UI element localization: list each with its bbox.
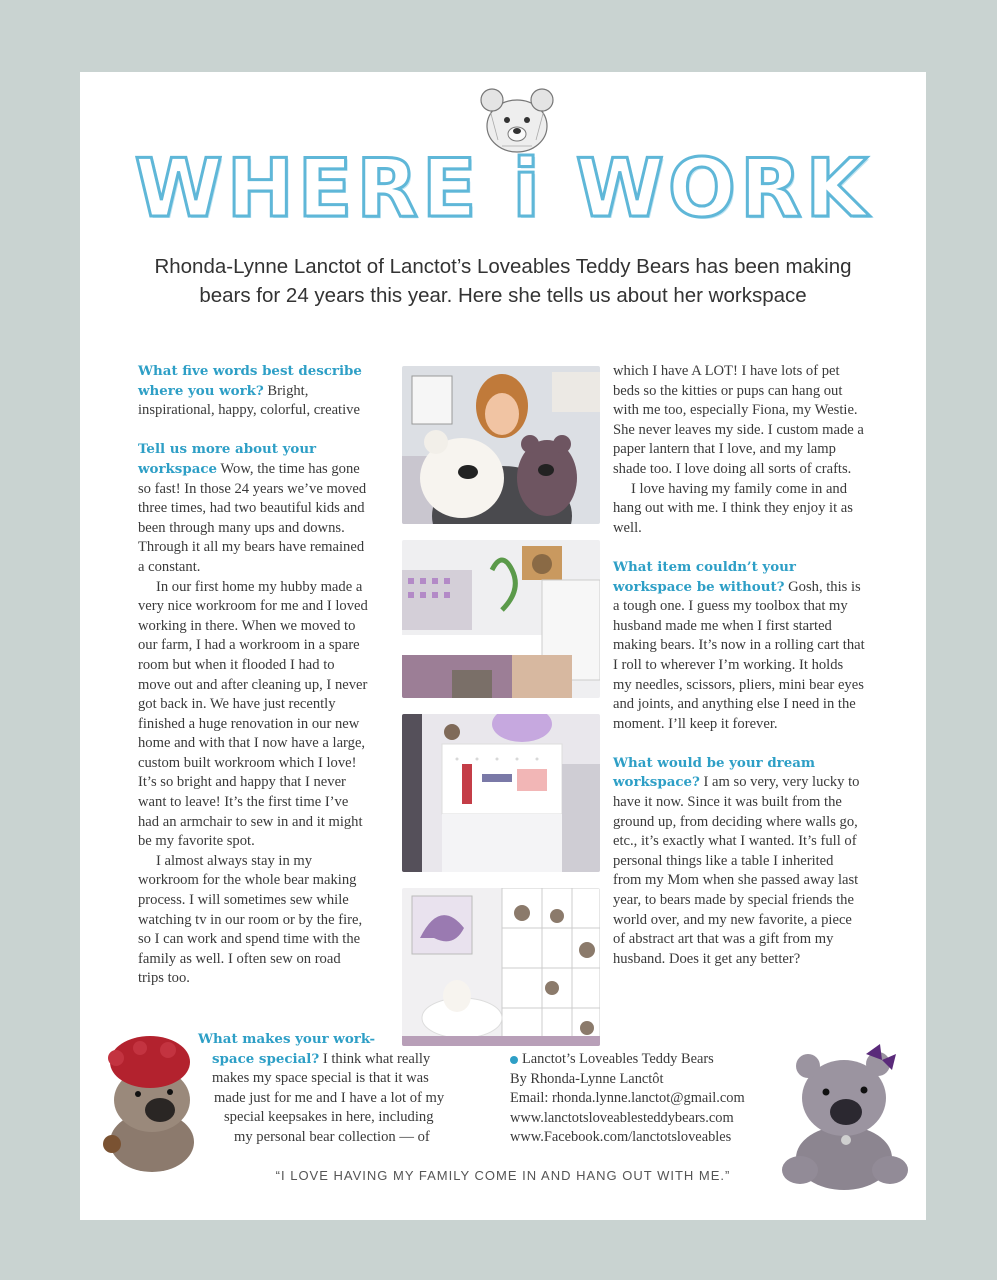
page-title: WHERE i WORK [134,142,872,235]
bear-red-hat-photo [92,1022,204,1172]
paragraph: which I have A LOT! I have lots of pet beds so the kitties or pups can hang out with me too, especially Fiona, my Westie. She never leaves my side. I custom made a paper lantern that I love, and my lamp shade too. I love doing all sorts of crafts. [613,363,864,477]
paragraph [138,362,370,421]
author-line: By Rhonda-Lynne Lanctôt [510,1070,664,1087]
paragraph-line: makes my space special is that it was [212,1070,429,1087]
paragraph [138,440,370,577]
answer-text: I am so very, very lucky to have it now. Since it was built from the ground up, from deciding where walls go, etc., it’s exactly what I wanted. It’s full of personal things like a table I inherited from my Mom when she passed away last year, to bears made by special friends the world over, and my new favorite, a piece of abstract art that was a gift from my husband. Does it get any better? [613,774,860,967]
paragraph: In our first home my hubby made a very nice workroom for me and I loved working in there. When we moved to our farm, I had a workroom in a spare room but when it flooded I had to move out and after cleaning up, I never got back in. We have just recently finished a huge renovation in our new home and with that I now have a large, custom built workroom which I love! It’s so bright and happy that I never want to leave! It’s the first time I’ve had an armchair to sew in and it might be my favorite spot. [138,578,368,850]
answer-text: Gosh, this is a tough one. I guess my toolbox that my husband made me when I first started making bears. It’s now in a rolling cart that I roll to wherever I’m working. It holds my needles, scissors, pliers, mini bear eyes and joints, and anything else I need in the moment. I’ll keep it forever. [613,578,865,732]
photo-pegboard-area [402,714,600,872]
photo-rhonda-with-bears [402,366,600,524]
paragraph [613,558,865,734]
answer-text: Bright, inspirational, happy, colorful, creative [138,382,360,419]
photo-desk-workroom [402,540,600,698]
photo-shelves-and-art [402,888,600,1046]
website-link[interactable]: www.lanctotsloveablesteddybears.com [510,1109,734,1126]
question-heading: What item couldn’t your workspace be without? [613,558,796,595]
contact-credits [510,1050,770,1148]
question-heading: Tell us more about your workspace [138,441,317,477]
paragraph: I almost always stay in my workroom for the whole bear making process. I will sometimes sew while watching tv in our room or by the fire, so I can work and spend time with the family as well. I often sew on road trips too. [138,852,363,987]
paragraph [613,754,865,970]
paragraph: I love having my family come in and hang out with me. I think they enjoy it as well. [613,480,853,536]
facebook-link[interactable]: www.Facebook.com/lanctotsloveables [510,1129,732,1146]
answer-text: Wow, the time has gone so fast! In those 24 years we’ve moved three times, had two beautiful kids and been through many ups and downs. Through it all my bears have remained a constant. [138,460,367,575]
question-heading: What five words best describe where you work? [138,363,362,399]
subtitle-line: Rhonda-Lynne Lanctot of Lanctot’s Loveables Teddy Bears has been making [154,255,852,278]
question-heading: What makes your work- [198,1031,376,1047]
paragraph-line: special keepsakes in here, including [224,1109,434,1126]
subtitle-line: bears for 24 years this year. Here she tells us about her workspace [199,284,807,307]
business-name: Lanctot’s Loveables Teddy Bears [522,1051,714,1067]
business-name-row [510,1050,770,1070]
subtitle [120,252,886,310]
paragraph-line [198,1050,474,1070]
answer-text: I think what really [319,1050,431,1067]
special-question-block [198,1030,474,1148]
pull-quote: “I LOVE HAVING MY FAMILY COME IN AND HANG OUT WITH ME.” [275,1168,731,1183]
magazine-page [80,72,926,1220]
paragraph-line: made just for me and I have a lot of my [214,1089,445,1106]
bullet-icon [510,1056,518,1064]
question-heading: space special? [212,1050,320,1067]
paragraph-line: my personal bear collection — of [234,1128,430,1145]
email-link[interactable]: Email: rhonda.lynne.lanctot@gmail.com [510,1090,745,1107]
article-column-right [613,362,865,969]
article-column-left [138,362,370,989]
question-heading: What would be your dream workspace? [613,754,816,791]
